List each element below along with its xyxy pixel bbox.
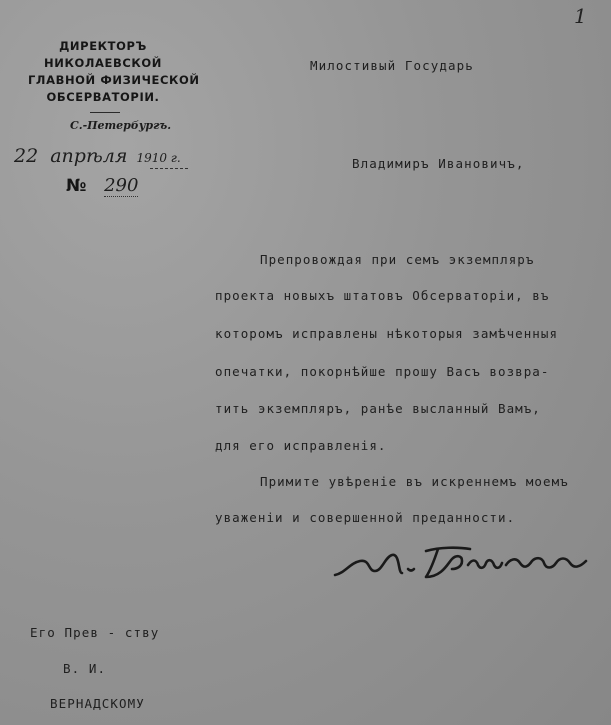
date-handwritten xyxy=(14,145,181,167)
page-mark: 1 xyxy=(574,4,587,28)
body-line: проекта новыхъ штатовъ Обсерваторіи, въ xyxy=(215,288,550,303)
body-line: для его исправленія. xyxy=(215,438,387,453)
body-line: тить экземпляръ, ранѣе высланный Вамъ, xyxy=(215,401,541,416)
salutation-line-1: Милостивый Государь xyxy=(310,58,474,73)
number-value: 290 xyxy=(104,175,139,196)
body-line: Примите увѣреніе въ искреннемъ моемъ xyxy=(260,474,569,489)
letterhead-line: ОБСЕРВАТОРІИ. xyxy=(46,90,160,104)
letterhead-line: ДИРЕКТОРЪ xyxy=(59,39,147,53)
body-line: которомъ исправлены нѣкоторыя замѣченныя xyxy=(215,326,559,341)
addressee-line-1: Его Прев - ству xyxy=(30,625,160,640)
letterhead-city: С.-Петербургъ. xyxy=(70,119,172,132)
addressee-line-2: В. И. xyxy=(63,661,107,676)
letterhead-line: ГЛАВНОЙ ФИЗИЧЕСКОЙ xyxy=(28,73,200,87)
body-line: опечатки, покорнѣйше прошу Васъ возвра- xyxy=(215,364,550,379)
date-month: апрѣля xyxy=(50,145,128,167)
letterhead-line: НИКОЛАЕВСКОЙ xyxy=(44,56,162,70)
salutation-line-2: Владимиръ Ивановичъ, xyxy=(352,156,525,171)
outgoing-number xyxy=(66,175,138,196)
signature xyxy=(330,535,600,585)
body-line: уваженіи и совершенной преданности. xyxy=(215,510,516,525)
date-day: 22 xyxy=(14,145,39,167)
letterhead-rule xyxy=(90,112,120,113)
letterhead xyxy=(28,38,200,106)
addressee-line-3: ВЕРНАДСКОМУ xyxy=(50,696,145,711)
body-line: Препровождая при семъ экземпляръ xyxy=(260,252,535,267)
number-sign: № xyxy=(66,176,87,196)
date-year: 1910 г. xyxy=(136,151,181,165)
date-dash-line xyxy=(150,168,188,169)
